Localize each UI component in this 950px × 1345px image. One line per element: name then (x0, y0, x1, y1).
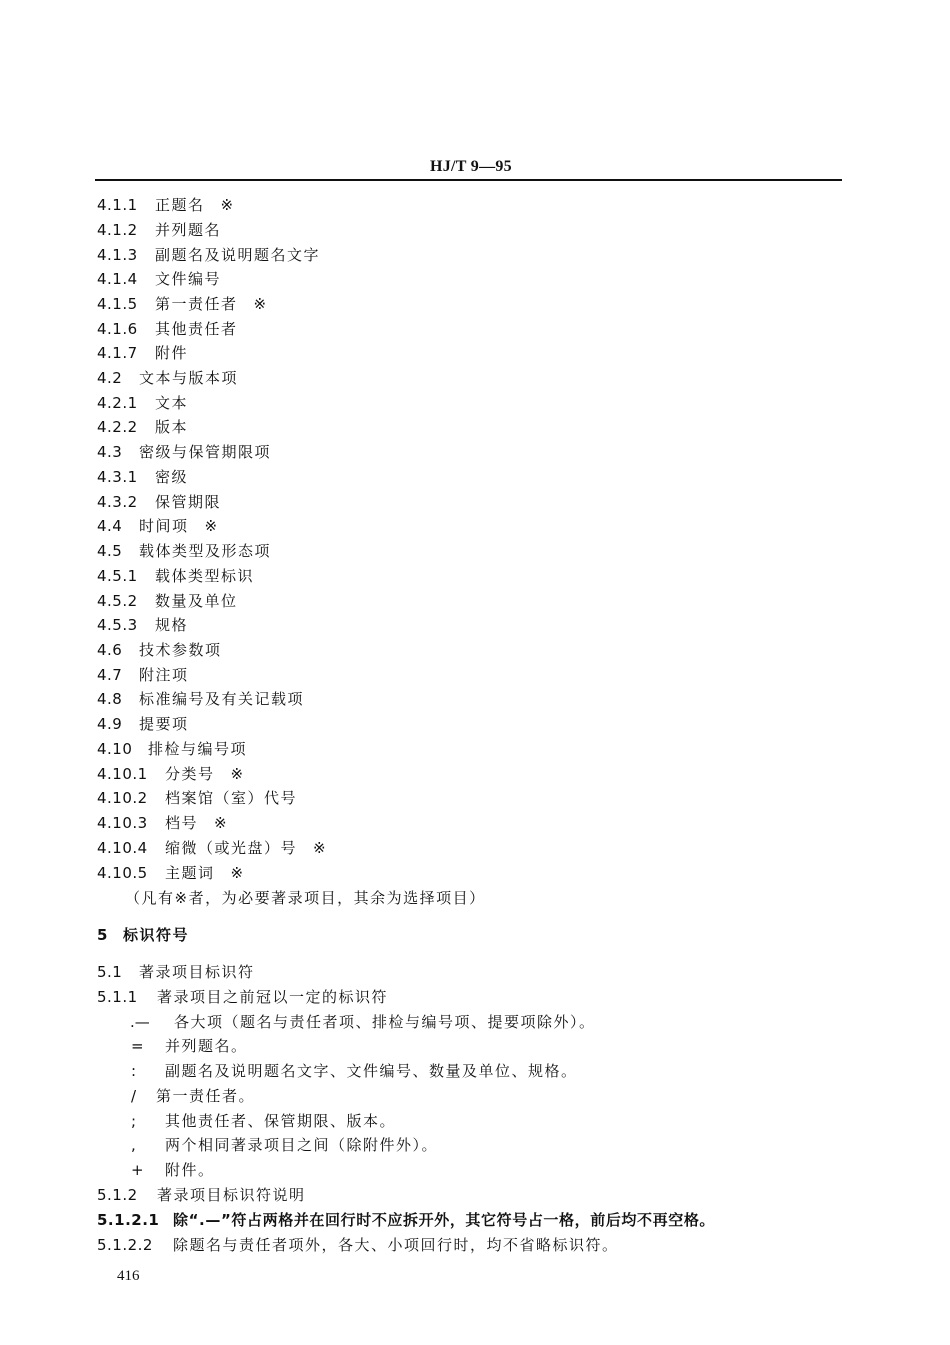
subsection-number: 5.1 (97, 963, 123, 981)
list-item (97, 294, 266, 314)
item-text: 规格 (155, 616, 189, 634)
symbol-row (131, 1111, 396, 1131)
item-text: 标准编号及有关记载项 (139, 690, 305, 708)
list-item (97, 863, 243, 883)
symbol-row (130, 1012, 596, 1032)
item-number: 4.1.7 (97, 344, 138, 362)
item-number: 4.1.5 (97, 295, 138, 313)
item-number: 4.5.1 (97, 567, 138, 585)
subsection-text: 著录项目之前冠以一定的标识符 (157, 988, 389, 1006)
item-text: 档号 (165, 814, 199, 832)
list-item (97, 492, 221, 512)
item-text: 副题名及说明题名文字 (155, 246, 321, 264)
symbol-description: 各大项（题名与责任者项、排检与编号项、提要项除外）。 (174, 1013, 596, 1031)
item-number: 4.10.2 (97, 789, 148, 807)
item-number: 4.7 (97, 666, 123, 684)
required-items-note: （凡有※者，为必要著录项目，其余为选择项目） (125, 889, 486, 907)
list-item (97, 591, 238, 611)
list-item (97, 813, 227, 833)
paragraph-text: 除题名与责任者项外，各大、小项回行时，均不省略标识符。 (173, 1236, 619, 1254)
identifier-symbol: + (131, 1161, 144, 1179)
item-text: 排检与编号项 (148, 740, 248, 758)
subsection-heading (97, 1185, 306, 1205)
item-number: 4.10 (97, 740, 133, 758)
subsection-heading (97, 962, 255, 982)
item-number: 4.6 (97, 641, 123, 659)
item-text: 保管期限 (155, 493, 222, 511)
list-item (97, 245, 320, 265)
item-text: 分类号 (165, 765, 215, 783)
item-number: 4.2 (97, 369, 123, 387)
symbol-description: 并列题名。 (165, 1037, 248, 1055)
item-number: 4.1.4 (97, 270, 138, 288)
identifier-symbol: = (131, 1037, 144, 1055)
list-item (97, 393, 188, 413)
list-item (97, 319, 238, 339)
item-text: 文本 (155, 394, 189, 412)
symbol-row (131, 1061, 578, 1081)
required-mark: ※ (220, 196, 234, 214)
symbol-description: 附件。 (165, 1161, 215, 1179)
list-item (97, 640, 222, 660)
paragraph (97, 1210, 715, 1230)
paragraph-number: 5.1.2.2 (97, 1236, 153, 1254)
list-item (97, 541, 271, 561)
symbol-description: 第一责任者。 (156, 1087, 256, 1105)
list-item (97, 739, 247, 759)
item-text: 并列题名 (155, 221, 222, 239)
list-item (97, 417, 188, 437)
list-item (97, 615, 188, 635)
item-number: 4.8 (97, 690, 123, 708)
identifier-symbol: ; (131, 1112, 137, 1130)
item-number: 4.10.4 (97, 839, 148, 857)
subsection-number: 5.1.2 (97, 1186, 138, 1204)
required-mark: ※ (214, 814, 227, 832)
identifier-symbol: , (131, 1136, 136, 1154)
item-text: 密级与保管期限项 (139, 443, 272, 461)
list-item (97, 343, 188, 363)
item-text: 档案馆（室）代号 (165, 789, 298, 807)
list-item (97, 764, 243, 784)
list-item (97, 714, 189, 734)
item-text: 技术参数项 (139, 641, 222, 659)
item-text: 主题词 (165, 864, 215, 882)
item-number: 4.1.2 (97, 221, 138, 239)
item-text: 文件编号 (155, 270, 222, 288)
item-number: 4.3.1 (97, 468, 138, 486)
section-heading (97, 925, 189, 945)
item-text: 时间项 (139, 517, 189, 535)
item-number: 4.10.3 (97, 814, 148, 832)
symbol-description: 副题名及说明题名文字、文件编号、数量及单位、规格。 (165, 1062, 578, 1080)
subsection-heading (97, 987, 388, 1007)
list-item (97, 516, 217, 536)
symbol-row (131, 1135, 438, 1155)
item-text: 提要项 (139, 715, 189, 733)
item-number: 4.2.2 (97, 418, 138, 436)
item-number: 4.5.2 (97, 592, 138, 610)
item-number: 4.3.2 (97, 493, 138, 511)
paragraph-number: 5.1.2.1 (97, 1211, 160, 1229)
symbol-row (131, 1036, 248, 1056)
required-mark: ※ (313, 839, 326, 857)
list-item (97, 442, 271, 462)
list-item (97, 665, 189, 685)
identifier-symbol: / (131, 1087, 137, 1105)
list-item (97, 368, 238, 388)
list-item (97, 195, 233, 215)
header-rule (95, 179, 842, 181)
list-item (97, 689, 304, 709)
item-number: 4.9 (97, 715, 123, 733)
item-text: 密级 (155, 468, 189, 486)
list-item (97, 269, 221, 289)
item-number: 4.10.5 (97, 864, 148, 882)
symbol-description: 两个相同著录项目之间（除附件外）。 (165, 1136, 439, 1154)
symbol-row (131, 1160, 215, 1180)
item-text: 附件 (155, 344, 189, 362)
symbol-row (131, 1086, 255, 1106)
item-number: 4.10.1 (97, 765, 148, 783)
list-item (97, 220, 221, 240)
item-text: 文本与版本项 (139, 369, 239, 387)
required-mark: ※ (230, 765, 244, 783)
item-text: 附注项 (139, 666, 189, 684)
identifier-symbol: .— (130, 1013, 150, 1031)
item-number: 4.1.6 (97, 320, 138, 338)
item-number: 4.3 (97, 443, 123, 461)
item-number: 4.1.1 (97, 196, 138, 214)
required-mark: ※ (204, 517, 218, 535)
symbol-description: 其他责任者、保管期限、版本。 (165, 1112, 397, 1130)
paragraph-text: 除“.—”符占两格并在回行时不应拆开外，其它符号占一格，前后均不再空格。 (173, 1211, 716, 1229)
required-mark: ※ (230, 864, 244, 882)
required-mark: ※ (253, 295, 267, 313)
subsection-text: 著录项目标识符 (139, 963, 255, 981)
list-item (97, 788, 297, 808)
identifier-symbol: : (131, 1062, 137, 1080)
item-text: 载体类型及形态项 (139, 542, 272, 560)
subsection-number: 5.1.1 (97, 988, 138, 1006)
section-number: 5 (97, 926, 108, 944)
item-text: 版本 (155, 418, 189, 436)
item-text: 其他责任者 (155, 320, 238, 338)
standard-code: HJ/T 9—95 (430, 158, 512, 175)
list-item (97, 566, 254, 586)
page-number: 416 (117, 1268, 140, 1284)
item-number: 4.5.3 (97, 616, 138, 634)
item-number: 4.4 (97, 517, 123, 535)
section-title: 标识符号 (123, 926, 190, 944)
list-item (97, 467, 188, 487)
item-number: 4.1.3 (97, 246, 138, 264)
item-number: 4.5 (97, 542, 123, 560)
item-text: 正题名 (155, 196, 205, 214)
item-text: 第一责任者 (155, 295, 238, 313)
item-text: 数量及单位 (155, 592, 238, 610)
item-text: 缩微（或光盘）号 (165, 839, 298, 857)
list-item (97, 838, 326, 858)
subsection-text: 著录项目标识符说明 (157, 1186, 306, 1204)
item-number: 4.2.1 (97, 394, 138, 412)
item-text: 载体类型标识 (155, 567, 255, 585)
paragraph (97, 1235, 619, 1255)
